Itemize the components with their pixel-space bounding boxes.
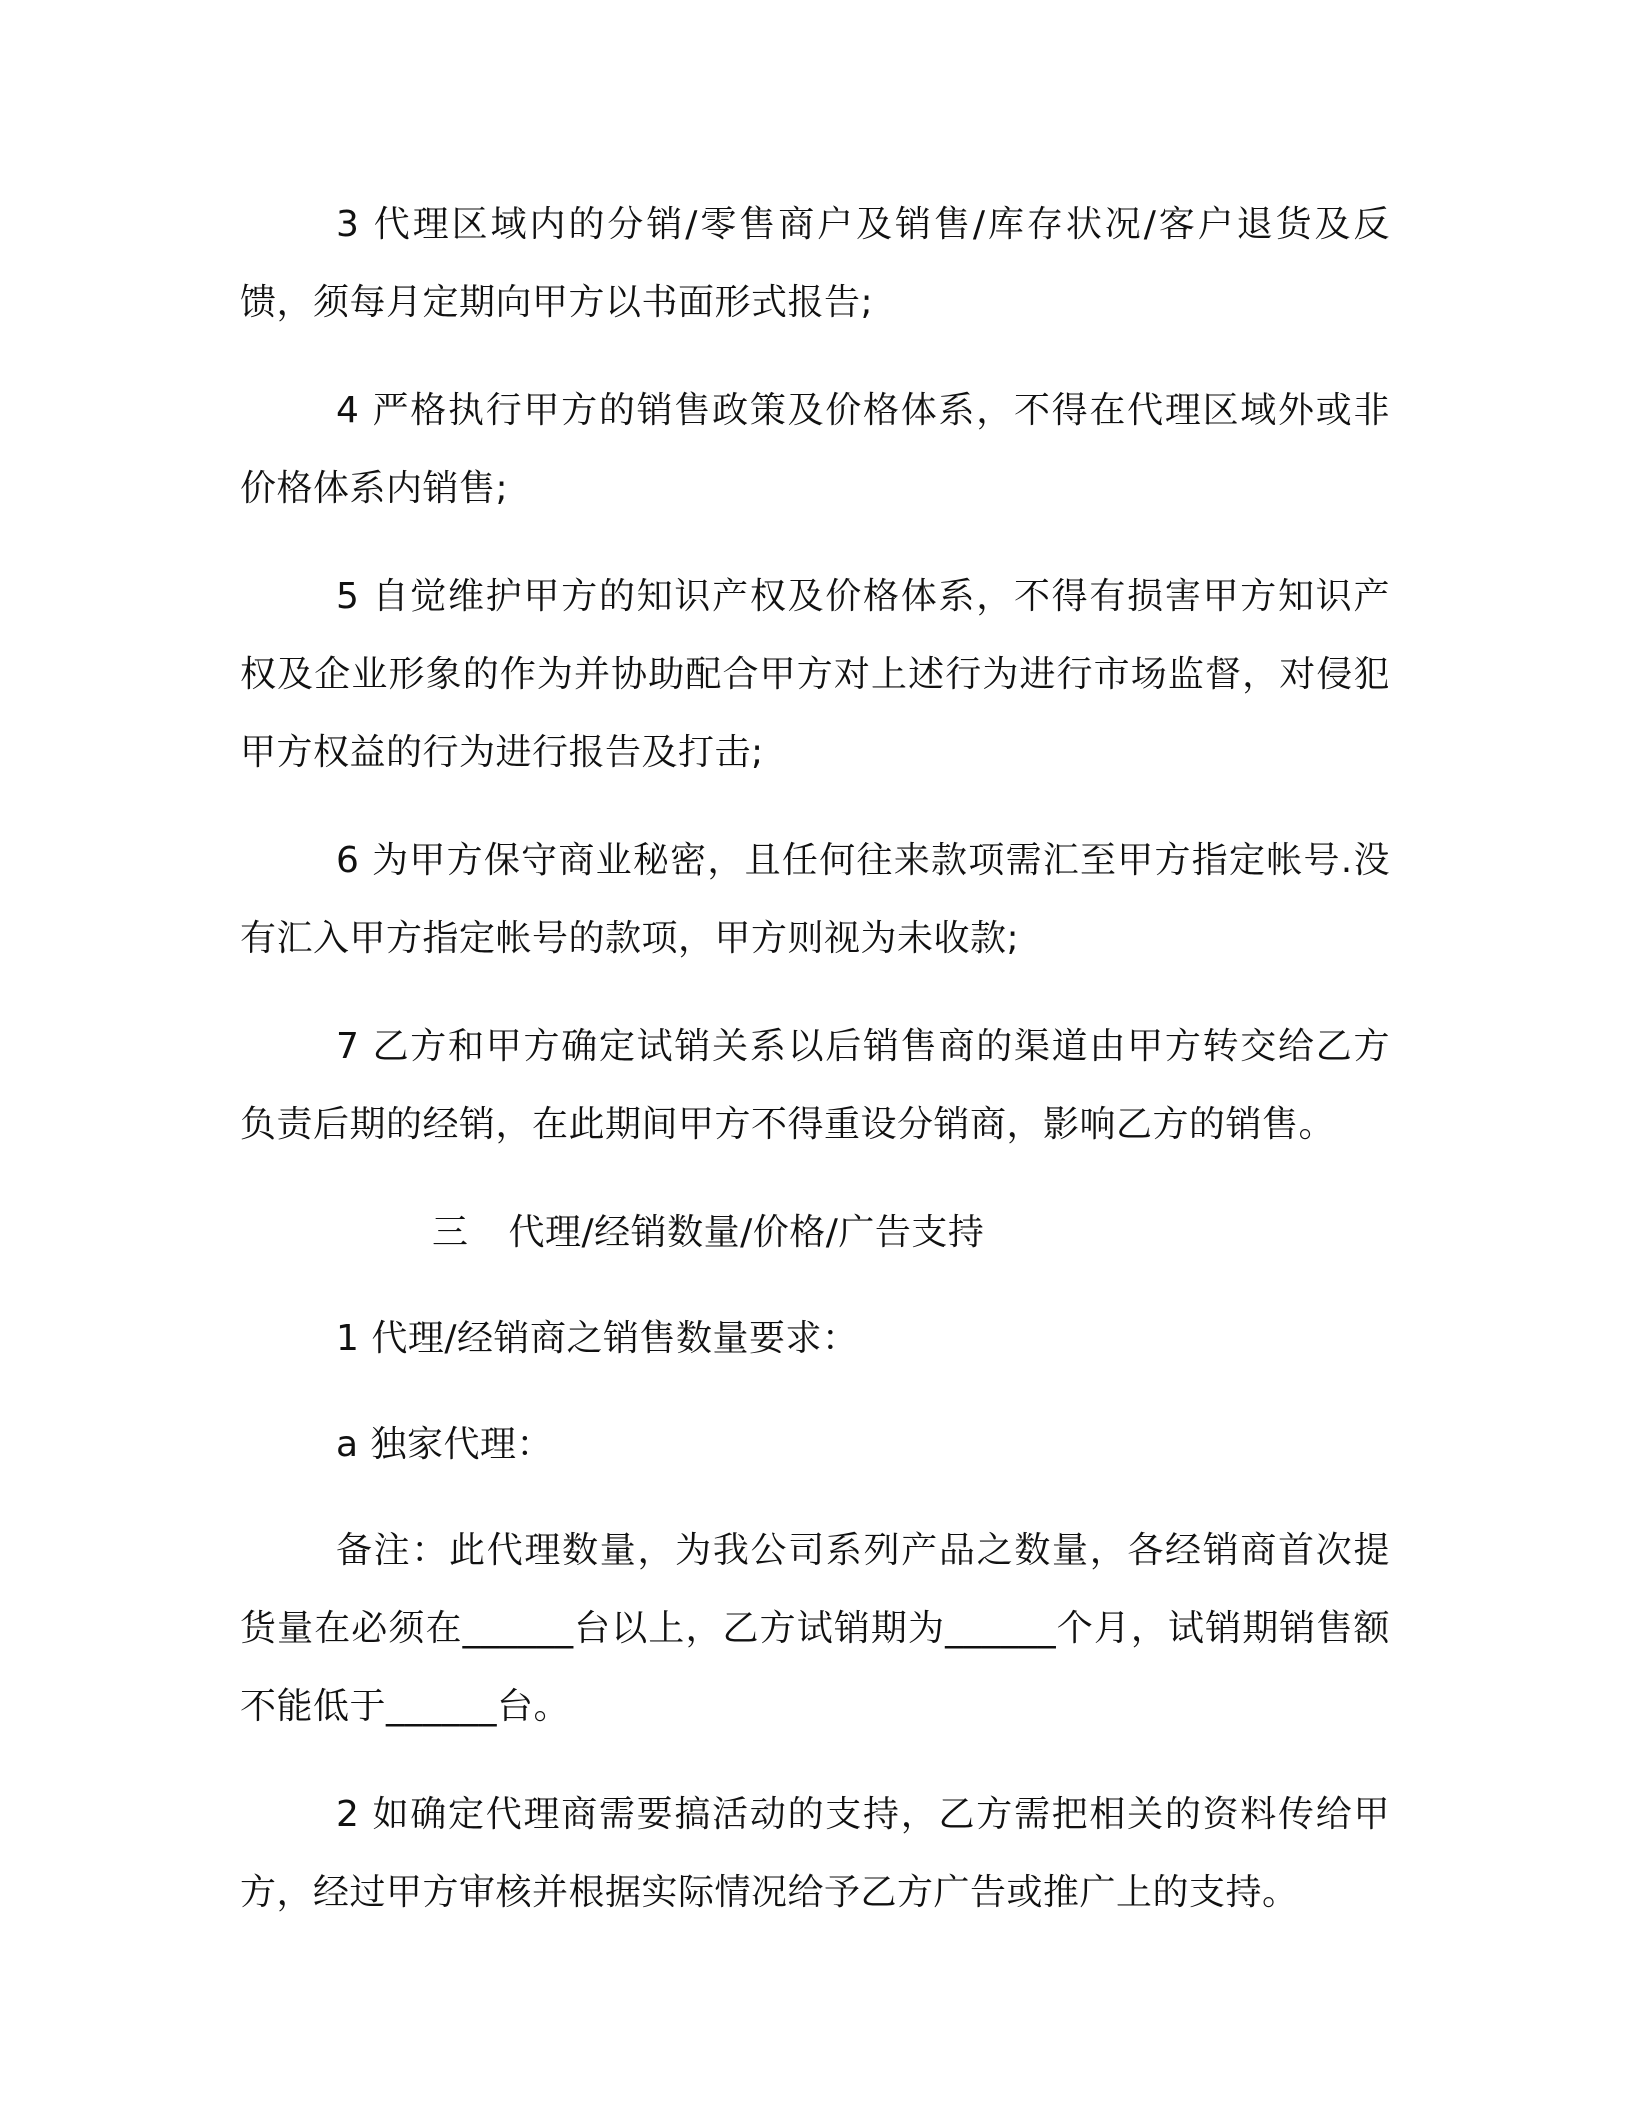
clause-6: 6 为甲方保守商业秘密，且任何往来款项需汇至甲方指定帐号.没有汇入甲方指定帐号的款项，甲方则视为未收款; [240, 840, 1390, 959]
clause-5: 5 自觉维护甲方的知识产权及价格体系，不得有损害甲方知识产权及企业形象的作为并协助配合甲方对上述行为进行市场监督，对侵犯甲方权益的行为进行报告及打击; [240, 576, 1390, 773]
section-clause-1a: a 独家代理： [336, 1424, 554, 1465]
document-body [240, 186, 1390, 1932]
clause-3: 3 代理区域内的分销/零售商户及销售/库存状况/客户退货及反馈，须每月定期向甲方以书面形式报告; [240, 204, 1390, 323]
clause-7: 7 乙方和甲方确定试销关系以后销售商的渠道由甲方转交给乙方负责后期的经销，在此期间甲方不得重设分销商，影响乙方的销售。 [240, 1026, 1390, 1145]
section-clause-2: 2 如确定代理商需要搞活动的支持，乙方需把相关的资料传给甲方，经过甲方审核并根据实际情况给予乙方广告或推广上的支持。 [240, 1794, 1390, 1913]
section-title: 代理/经销数量/价格/广告支持 [508, 1212, 985, 1253]
remark-paragraph: 备注：此代理数量，为我公司系列产品之数量，各经销商首次提货量在必须在______台以上，乙方试销期为______个月，试销期销售额不能低于______台。 [240, 1530, 1390, 1727]
section-heading [240, 1194, 1390, 1272]
section-clause-1: 1 代理/经销商之销售数量要求： [336, 1318, 859, 1359]
clause-4: 4 严格执行甲方的销售政策及价格体系，不得在代理区域外或非价格体系内销售; [240, 390, 1390, 509]
section-number: 三 [432, 1212, 469, 1253]
